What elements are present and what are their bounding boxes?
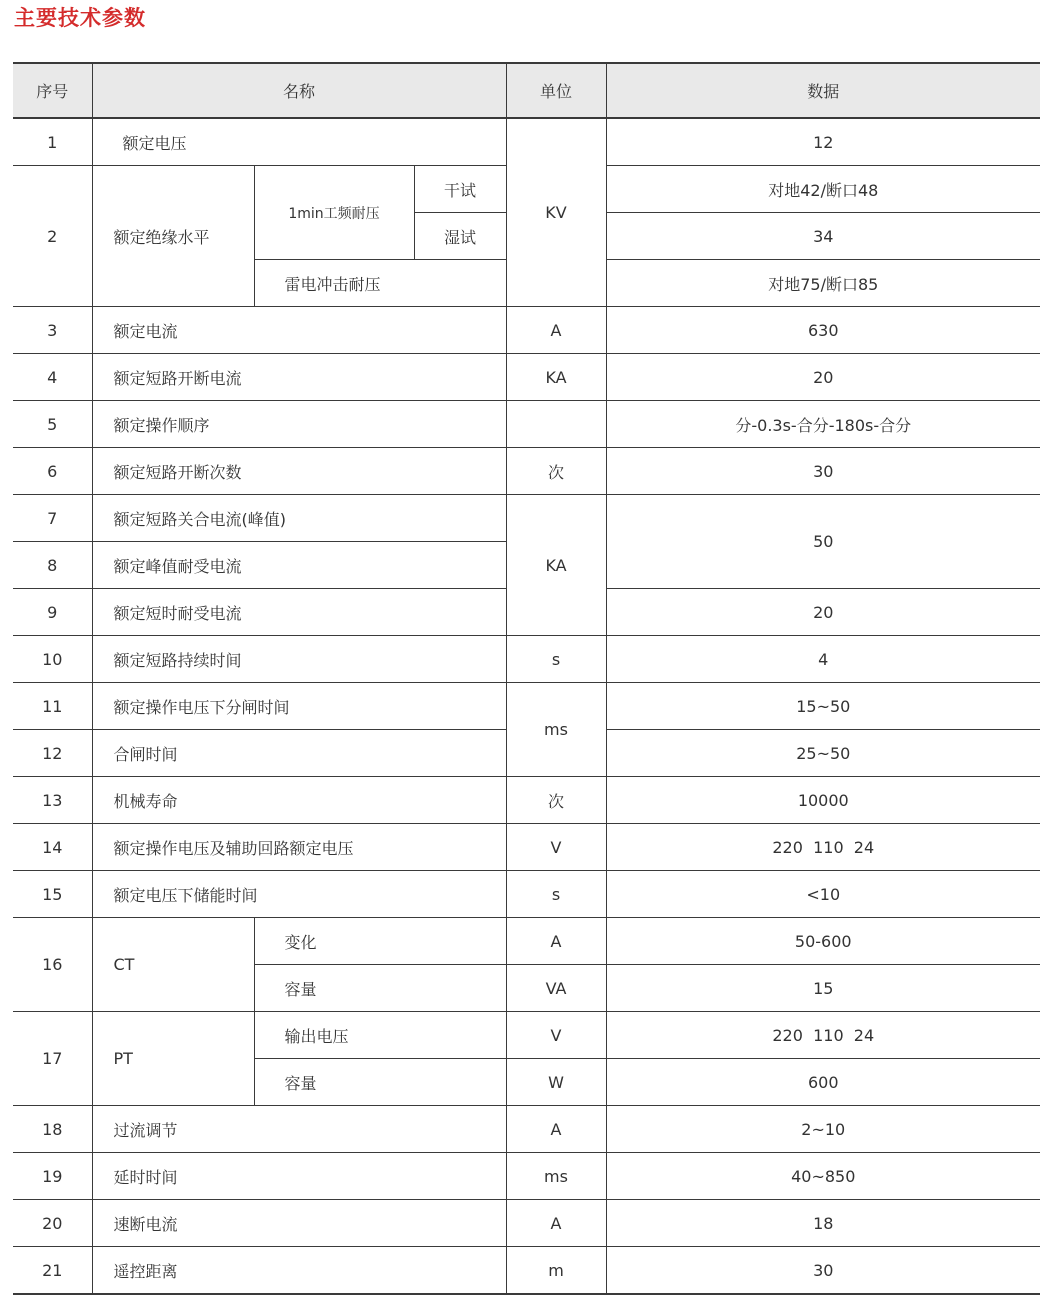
header-unit: 单位 xyxy=(506,63,606,118)
name-cell: 额定操作电压及辅助回路额定电压 xyxy=(92,824,506,871)
sub-name-cell: 湿试 xyxy=(414,213,506,260)
value-cell: 50 xyxy=(606,495,1040,589)
name-cell: 额定电流 xyxy=(92,307,506,354)
table-row xyxy=(13,1106,1040,1153)
seq-cell: 14 xyxy=(13,824,92,871)
unit-cell: s xyxy=(506,636,606,683)
name-cell: 延时时间 xyxy=(92,1153,506,1200)
name-cell: 额定短路开断次数 xyxy=(92,448,506,495)
header-seq: 序号 xyxy=(13,63,92,118)
value-cell: 30 xyxy=(606,448,1040,495)
table-row xyxy=(13,401,1040,448)
value-cell: 对地75/断口85 xyxy=(606,260,1040,307)
seq-cell: 9 xyxy=(13,589,92,636)
table-row xyxy=(13,636,1040,683)
value-cell: 15~50 xyxy=(606,683,1040,730)
unit-cell: V xyxy=(506,824,606,871)
table-row xyxy=(13,118,1040,166)
unit-cell xyxy=(506,401,606,448)
seq-cell: 11 xyxy=(13,683,92,730)
value-cell: 630 xyxy=(606,307,1040,354)
unit-cell: 次 xyxy=(506,777,606,824)
name-cell: 合闸时间 xyxy=(92,730,506,777)
table-row xyxy=(13,824,1040,871)
seq-cell: 3 xyxy=(13,307,92,354)
header-name: 名称 xyxy=(92,63,506,118)
spec-table xyxy=(13,62,1040,1295)
name-cell: 机械寿命 xyxy=(92,777,506,824)
value-cell: 50-600 xyxy=(606,918,1040,965)
seq-cell: 10 xyxy=(13,636,92,683)
table-row xyxy=(13,918,1040,965)
name-cell: 速断电流 xyxy=(92,1200,506,1247)
table-row xyxy=(13,1247,1040,1295)
table-row xyxy=(13,871,1040,918)
seq-cell: 1 xyxy=(13,118,92,166)
unit-cell: KA xyxy=(506,354,606,401)
table-row xyxy=(13,777,1040,824)
seq-cell: 5 xyxy=(13,401,92,448)
table-row xyxy=(13,495,1040,542)
value-cell: 4 xyxy=(606,636,1040,683)
table-header-row xyxy=(13,63,1040,118)
seq-cell: 2 xyxy=(13,166,92,307)
name-cell: 额定电压下储能时间 xyxy=(92,871,506,918)
table-row xyxy=(13,683,1040,730)
seq-cell: 20 xyxy=(13,1200,92,1247)
name-cell: 额定短路关合电流(峰值) xyxy=(92,495,506,542)
unit-cell: A xyxy=(506,1106,606,1153)
unit-cell: A xyxy=(506,918,606,965)
seq-cell: 7 xyxy=(13,495,92,542)
seq-cell: 6 xyxy=(13,448,92,495)
value-cell: <10 xyxy=(606,871,1040,918)
name-cell: 遥控距离 xyxy=(92,1247,506,1295)
sub-name-cell: 干试 xyxy=(414,166,506,213)
table-row xyxy=(13,1012,1040,1059)
unit-cell: A xyxy=(506,1200,606,1247)
seq-cell: 18 xyxy=(13,1106,92,1153)
name-cell: 额定短路开断电流 xyxy=(92,354,506,401)
table-row xyxy=(13,307,1040,354)
seq-cell: 4 xyxy=(13,354,92,401)
sub-name-cell: 输出电压 xyxy=(254,1012,506,1059)
name-cell: PT xyxy=(92,1012,254,1106)
page-title: 主要技术参数 xyxy=(14,6,146,30)
value-cell: 15 xyxy=(606,965,1040,1012)
value-cell: 600 xyxy=(606,1059,1040,1106)
unit-cell: V xyxy=(506,1012,606,1059)
table-row xyxy=(13,448,1040,495)
unit-cell: KA xyxy=(506,495,606,636)
seq-cell: 16 xyxy=(13,918,92,1012)
seq-cell: 21 xyxy=(13,1247,92,1295)
name-cell: 额定电压 xyxy=(92,118,506,166)
seq-cell: 12 xyxy=(13,730,92,777)
header-value: 数据 xyxy=(606,63,1040,118)
unit-cell: KV xyxy=(506,118,606,307)
name-cell: CT xyxy=(92,918,254,1012)
seq-cell: 8 xyxy=(13,542,92,589)
unit-cell: s xyxy=(506,871,606,918)
value-cell: 40~850 xyxy=(606,1153,1040,1200)
table-row xyxy=(13,354,1040,401)
value-cell: 2~10 xyxy=(606,1106,1040,1153)
value-cell: 25~50 xyxy=(606,730,1040,777)
value-cell: 34 xyxy=(606,213,1040,260)
name-cell: 过流调节 xyxy=(92,1106,506,1153)
sub-name-cell: 1min工频耐压 xyxy=(254,166,414,260)
value-cell: 20 xyxy=(606,354,1040,401)
name-cell: 额定峰值耐受电流 xyxy=(92,542,506,589)
table-row xyxy=(13,1200,1040,1247)
unit-cell: ms xyxy=(506,683,606,777)
value-cell: 18 xyxy=(606,1200,1040,1247)
unit-cell: 次 xyxy=(506,448,606,495)
unit-cell: VA xyxy=(506,965,606,1012)
value-cell: 20 xyxy=(606,589,1040,636)
name-cell: 额定绝缘水平 xyxy=(92,166,254,307)
name-cell: 额定短路持续时间 xyxy=(92,636,506,683)
unit-cell: W xyxy=(506,1059,606,1106)
value-cell: 分-0.3s-合分-180s-合分 xyxy=(606,401,1040,448)
value-cell: 对地42/断口48 xyxy=(606,166,1040,213)
seq-cell: 15 xyxy=(13,871,92,918)
value-cell: 10000 xyxy=(606,777,1040,824)
name-cell: 额定操作电压下分闸时间 xyxy=(92,683,506,730)
name-cell: 额定操作顺序 xyxy=(92,401,506,448)
value-cell: 220 110 24 xyxy=(606,1012,1040,1059)
seq-cell: 19 xyxy=(13,1153,92,1200)
value-cell: 30 xyxy=(606,1247,1040,1295)
seq-cell: 17 xyxy=(13,1012,92,1106)
unit-cell: m xyxy=(506,1247,606,1295)
name-cell: 额定短时耐受电流 xyxy=(92,589,506,636)
unit-cell: ms xyxy=(506,1153,606,1200)
sub-name-cell: 变化 xyxy=(254,918,506,965)
sub-name-cell: 容量 xyxy=(254,965,506,1012)
seq-cell: 13 xyxy=(13,777,92,824)
sub-name-cell: 容量 xyxy=(254,1059,506,1106)
value-cell: 12 xyxy=(606,118,1040,166)
table-row xyxy=(13,1153,1040,1200)
sub-name-cell: 雷电冲击耐压 xyxy=(254,260,506,307)
value-cell: 220 110 24 xyxy=(606,824,1040,871)
unit-cell: A xyxy=(506,307,606,354)
